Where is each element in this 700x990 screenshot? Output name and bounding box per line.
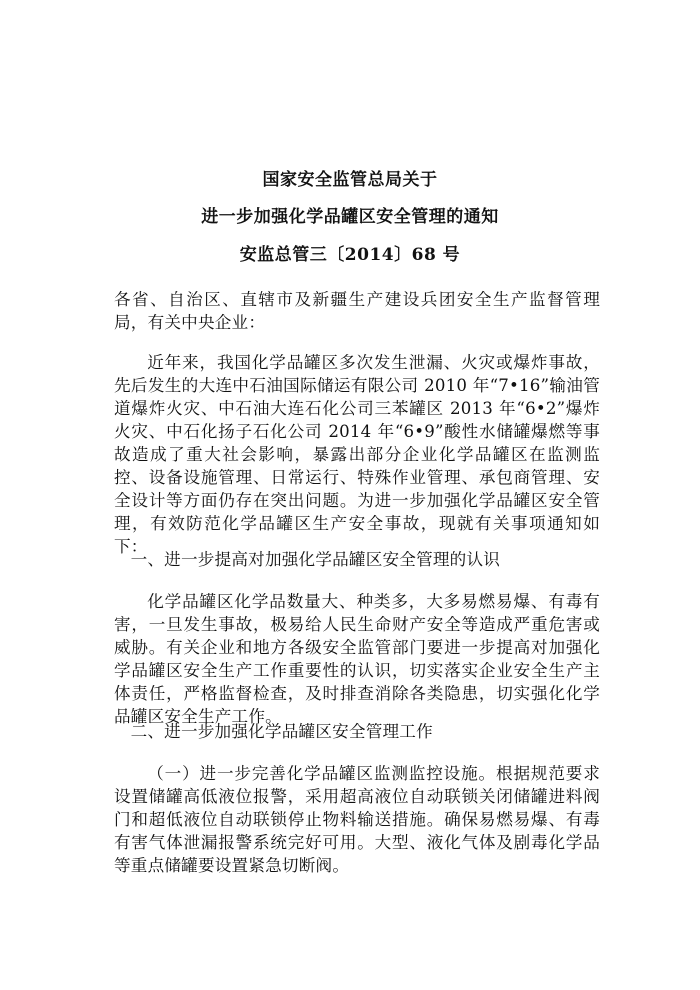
paragraph-intro: 近年来，我国化学品罐区多次发生泄漏、火灾或爆炸事故，先后发生的大连中石油国际储运有限公司 2010 年“7•16”输油管道爆炸火灾、中石油大连石化公司三苯罐区 2013 年“6•2”爆炸火灾、中石化扬子石化公司 2014 年“6•9”酸性水储罐爆燃等事故造成了重大社会影响，暴露出部分企业化学品罐区在监测监控、设备设施管理、日常运行、特殊作业管理、承包商管理、安全设计等方面仍存在突出问题。为进一步加强化学品罐区安全管理，有效防范化学品罐区生产安全事故，现就有关事项通知如下： bbox=[114, 353, 600, 556]
paragraph-awareness: 化学品罐区化学品数量大、种类多，大多易燃易爆、有毒有害，一旦发生事故，极易给人民生命财产安全等造成严重危害或威胁。有关企业和地方各级安全监管部门要进一步提高对加强化学品罐区安全生产工作重要性的认识，切实落实企业安全生产主体责任，严格监督检查，及时排查消除各类隐患，切实强化化学品罐区安全生产工作。 bbox=[114, 592, 600, 726]
section-heading-2: 二、进一步加强化学品罐区安全管理工作 bbox=[130, 722, 433, 741]
document-number: 安监总管三〔2014〕68 号 bbox=[239, 245, 461, 265]
title-line-1: 国家安全监管总局关于 bbox=[262, 170, 438, 190]
section-heading-1: 一、进一步提高对加强化学品罐区安全管理的认识 bbox=[130, 550, 501, 569]
paragraph-monitoring: （一）进一步完善化学品罐区监测监控设施。根据规范要求设置储罐高低液位报警，采用超高液位自动联锁关闭储罐进料阀门和超低液位自动联锁停止物料输送措施。确保易燃易爆、有毒有害气体泄漏报警系统完好可用。大型、液化气体及剧毒化学品等重点储罐要设置紧急切断阀。 bbox=[114, 764, 600, 875]
title-line-2: 进一步加强化学品罐区安全管理的通知 bbox=[201, 207, 499, 227]
addressee: 各省、自治区、直辖市及新疆生产建设兵团安全生产监督管理局，有关中央企业： bbox=[114, 290, 600, 332]
